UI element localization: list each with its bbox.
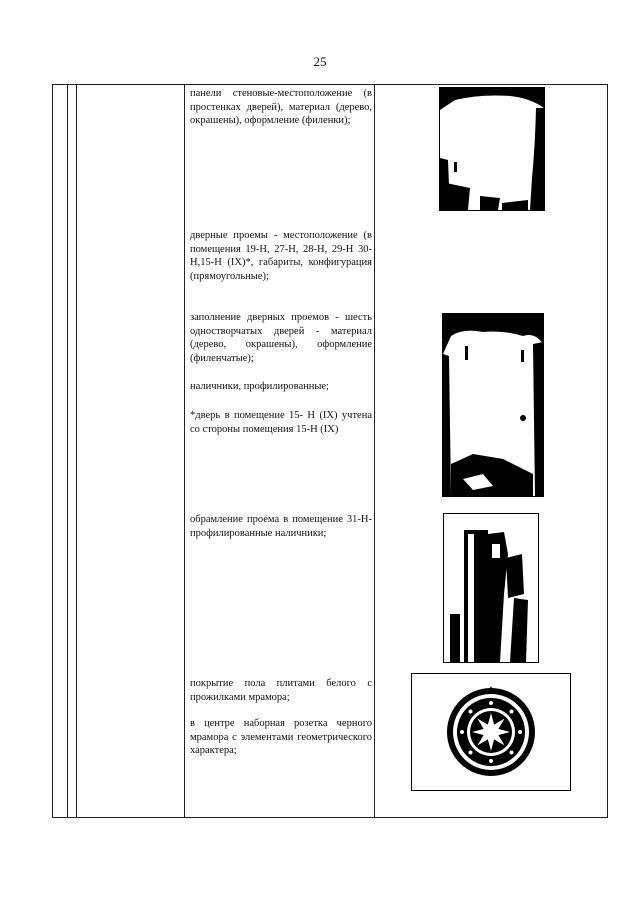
inventory-table (52, 84, 608, 818)
row-text-opening-frame: обрамление проема в помещение 31-Н-профилированные наличники; (190, 514, 372, 539)
column-divider (184, 85, 185, 817)
row-text-walls: панели стеновые-местоположение (в простенках дверей), материал (дерево, окрашены), оформление (филенки); (190, 88, 372, 126)
column-divider (76, 85, 77, 817)
column-divider (374, 85, 375, 817)
row-text-floor: покрытие пола плитами белого с прожилками мрамора; (190, 678, 372, 703)
column-divider (67, 85, 68, 817)
row-text-door-fill: заполнение дверных проемов - шесть одностворчатых дверей - материал (дерево, окрашены), оформление (филенчатые); (190, 312, 372, 364)
photo-wall-panels (439, 87, 545, 211)
row-text-doorways: дверные проемы - местоположение (в помещения 19-Н, 27-Н, 28-Н, 29-Н 30-Н,15-Н (IX)*, габариты, конфигурация (прямоугольные); (190, 230, 372, 282)
row-text-rosette: в центре наборная розетка черного мрамора с элементами геометрического характера; (190, 718, 372, 756)
page-number: 25 (313, 54, 327, 69)
photo-floor-rosette (411, 673, 571, 791)
photo-door (442, 313, 544, 497)
row-text-casings: наличники, профилированные; (190, 381, 329, 392)
photo-opening-frame (443, 513, 539, 663)
row-text-note: *дверь в помещение 15- Н (IX) учтена со стороны помещения 15-Н (IX) (190, 410, 372, 435)
